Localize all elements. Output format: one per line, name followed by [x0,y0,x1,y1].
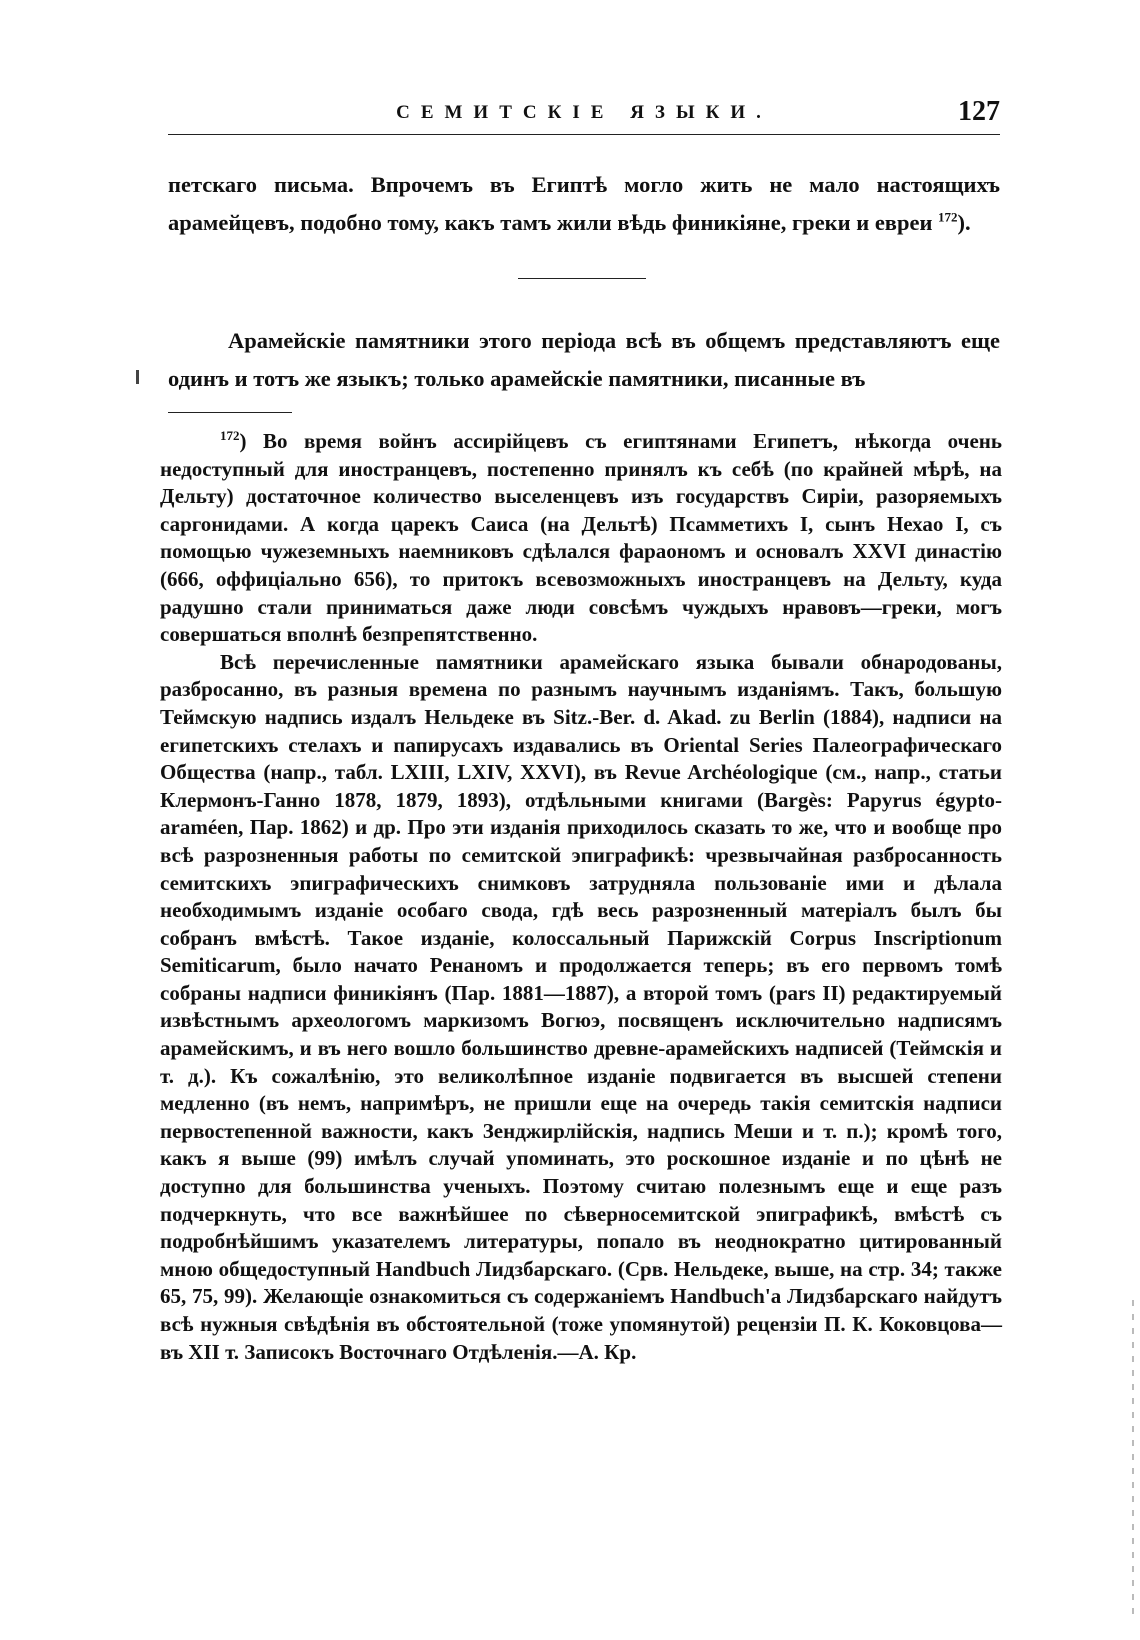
page-edge-marks [1132,1300,1134,1620]
margin-mark [136,370,139,384]
section-divider [518,278,646,279]
page-number: 127 [958,96,1000,127]
footnote-continuation: Всѣ перечисленные памятники арамейскаго языка бывали обнародованы, разбросанно, въ разныя времена по разнымъ научнымъ изданіямъ. Такъ, большую Теймскую надпись издалъ Нельдеке въ Sitz.-Ber. d. Akad. zu Berlin (1884), надписи на египетскихъ стелахъ и папирусахъ издавались въ Oriental Series Палеографическаго Общества (напр., табл. LXIII, LXIV, XXVI), въ Revue Archéologique (см., напр., статьи Клермонъ-Ганно 1878, 1879, 1893), отдѣльными книгами (Bargès: Papyrus égypto-araméen, Пар. 1862) и др. Про эти изданія приходилось сказать то же, что и вообще про всѣ разрозненныя работы по семитской эпиграфикѣ: чрезвычайная разбросанность семитскихъ эпиграфическихъ снимковъ затрудняла пользованіе ими и дѣлала необходимымъ изданіе особаго свода, гдѣ весь разрозненный матеріалъ былъ бы собранъ вмѣстѣ. Такое изданіе, колоссальный Парижскій Corpus Inscriptionum Semiticarum, было начато Ренаномъ и продолжается теперь; въ его первомъ томѣ собраны надписи финикіянъ (Пар. 1881—1887), а второй томъ (pars II) редактируемый извѣстнымъ археологомъ маркизомъ Вогюэ, посвященъ исключительно надписямъ арамейскимъ, и въ него вошло большинство древне-арамейскихъ надписей (Теймскія и т. д.). Къ сожалѣнію, это великолѣпное изданіе подвигается въ высшей степени медленно (въ немъ, напримѣръ, не пришли еще на очередь такія семитскія надписи первостепенной важности, какъ Зенджирлійскія, надпись Меши и т. п.); кромѣ того, какъ я выше (99) имѣлъ случай упоминать, это роскошное изданіе и по цѣнѣ не доступно для большинства ученыхъ. Поэтому считаю полезнымъ еще и еще разъ подчеркнуть, что все важнѣйшее по сѣверносемитской эпиграфикѣ, вмѣстѣ съ подробнѣйшимъ указателемъ литературы, попало въ неоднократно цитированный мною общедоступный Handbuch Лидзбарскаго. (Срв. Нельдеке, выше, на стр. 34; также 65, 75, 99). Желающіе ознакомиться съ содержаніемъ Handbuch'а Лидзбарскаго найдутъ всѣ нужныя свѣдѣнія въ обстоятельной (тоже упомянутой) рецензіи П. К. Коковцова—въ XII т. Записокъ Восточнаго Отдѣленія.—А. Кр. [160,649,1002,1364]
header-rule [168,134,1000,135]
footnote-172 [160,428,1002,649]
footnote-reference: 172 [938,209,958,225]
footnote-number: 172 [220,428,240,443]
footnotes [160,428,1002,1366]
paragraph-1-end: ). [957,210,971,235]
paragraph-1-text: петскаго письма. Впрочемъ въ Египтѣ могло жить не мало настоящихъ арамейцевъ, подобно тому, какъ тамъ жили вѣдь финикіяне, греки и евреи [168,172,1000,235]
running-title: СЕМИТСКІЕ ЯЗЫКИ. [396,102,772,123]
footnote-rule [168,412,292,413]
body-paragraph-2: Арамейскіе памятники этого періода всѣ въ общемъ представляютъ еще одинъ и тотъ же языкъ; только арамейскіе памятники, писанные въ [168,328,1000,391]
footnote-text: ) Во время войнъ ассирійцевъ съ египтянами Египетъ, нѣкогда очень недоступный для иностранцевъ, постепенно принялъ къ себѣ (по крайней мѣрѣ, на Дельту) достаточное количество выселенцевъ изъ государствъ Сиріи, разоряемыхъ саргонидами. А когда царекъ Саиса (на Дельтѣ) Псамметихъ I, сынъ Нехао I, съ помощью чужеземныхъ наемниковъ сдѣлался фараономъ и основалъ XXVI династію (666, оффиціально 656), то притокъ всевозможныхъ иностранцевъ на Дельту, куда радушно стали приниматься даже люди совсѣмъ чуждыхъ нравовъ—греки, могъ совершаться вполнѣ безпрепятственно. [160,429,1002,647]
running-head [168,96,1000,132]
body-paragraph-1 [168,166,1000,242]
